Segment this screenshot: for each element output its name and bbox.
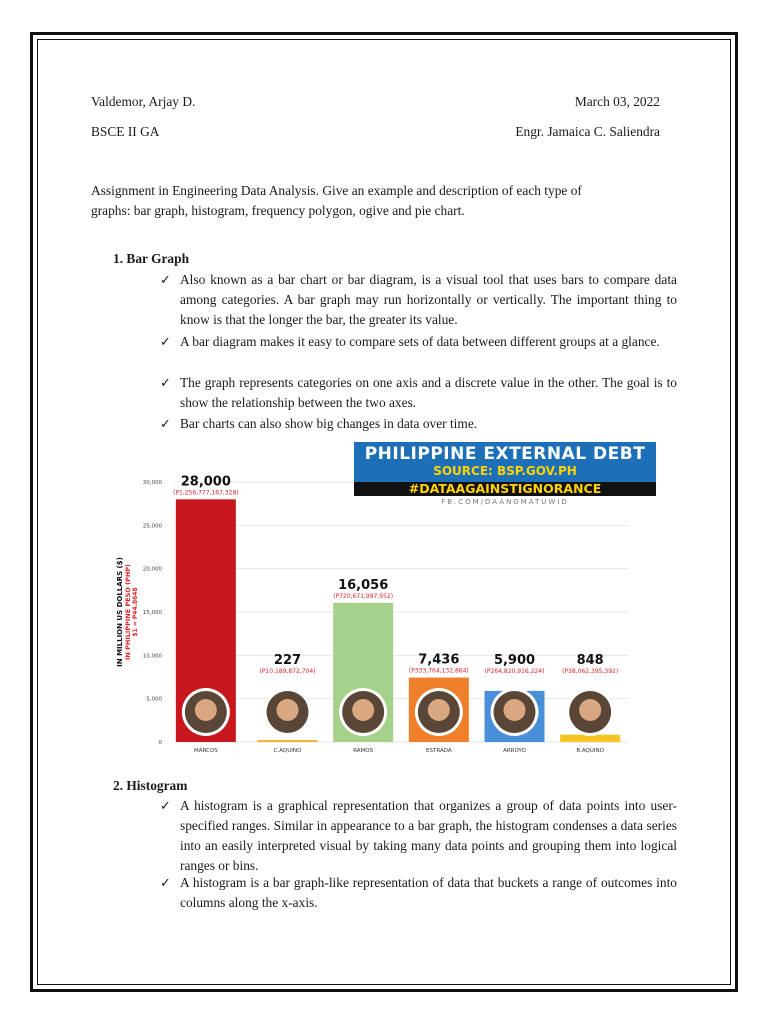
intro-line-2: graphs: bar graph, histogram, frequency polygon, ogive and pie chart. (91, 203, 465, 218)
external-debt-chart (112, 440, 658, 758)
bar-value-label: 16,056 (338, 577, 389, 593)
y-tick-label: 20,000 (142, 566, 162, 573)
chart-credit: FB.COM/DAANGMATUWID (441, 498, 569, 506)
bar-peso-label: (P1,256,777,167,328) (173, 489, 239, 497)
submission-date: March 03, 2022 (574, 94, 660, 109)
y-tick-label: 15,000 (142, 610, 162, 616)
intro-line-1: Assignment in Engineering Data Analysis. Give an example and description of each type of (91, 183, 582, 198)
checkmark-icon: ✓ (160, 375, 171, 390)
y-tick-label: 30,000 (142, 480, 162, 486)
checkmark-icon: ✓ (160, 416, 171, 431)
bar-peso-label: (P10,189,872,704) (259, 668, 316, 675)
chart-subtitle: SOURCE: BSP.GOV.PH (433, 464, 577, 478)
checkmark-icon: ✓ (160, 272, 171, 287)
x-tick-label: ARROYO (503, 748, 526, 754)
x-tick-label: ESTRADA (426, 748, 452, 754)
portrait-face (504, 699, 526, 721)
bar-c-aquino (258, 740, 318, 742)
bar-graph-bullet-3: The graph represents categories on one axis and a discrete value in the other. The goal is to show the relationship between the two axes. (180, 375, 677, 410)
course-section: BSCE II GA (91, 124, 160, 139)
x-tick-label: MARCOS (193, 748, 218, 754)
bar-graph-bullet-2: A bar diagram makes it easy to compare sets of data between different groups at a glance. (180, 334, 660, 349)
portrait-face (352, 699, 374, 721)
y-axis-label-peso: IN PHILIPPINE PESO (PHP) (124, 564, 132, 660)
y-tick-label: 0 (158, 740, 162, 746)
x-tick-label: C.AQUINO (273, 748, 302, 754)
x-tick-label: RAMOS (353, 748, 374, 754)
chart-hashtag: #DATAAGAINSTIGNORANCE (408, 481, 602, 496)
bar-value-label: 7,436 (418, 652, 460, 668)
y-tick-label: 5,000 (146, 696, 162, 703)
chart-banner (354, 442, 656, 506)
portrait-face (195, 699, 217, 721)
y-axis-label: IN MILLION US DOLLARS ($) (116, 557, 124, 667)
bar-peso-label: (P38,062,395,392) (562, 668, 619, 675)
bar-value-label: 28,000 (180, 474, 231, 490)
bar-value-label: 848 (576, 653, 604, 668)
histogram-bullet-1: A histogram is a graphical representation that organizes a group of data points into user-specified ranges. Similar in appearance to a bar graph, the histogram condenses a data series into an easily interpreted visual by taking many data points and grouping them into logical ranges or bins. (180, 798, 677, 873)
y-axis-label-rate: $1 = P44.8648 (132, 587, 139, 637)
section-heading-histogram: 2. Histogram (113, 778, 188, 793)
bar-graph-bullet-4: Bar charts can also show big changes in data over time. (180, 416, 478, 431)
y-tick-label: 25,000 (142, 523, 162, 530)
histogram-bullet-2: A histogram is a bar graph-like representation of data that buckets a range of outcomes into columns along the x-axis. (180, 875, 677, 910)
chart-title: PHILIPPINE EXTERNAL DEBT (364, 444, 646, 464)
portrait-face (579, 699, 601, 721)
student-name: Valdemor, Arjay D. (91, 94, 196, 109)
y-tick-label: 10,000 (142, 653, 162, 660)
checkmark-icon: ✓ (160, 798, 171, 813)
x-tick-label: B.AQUINO (576, 748, 604, 754)
portrait-face (428, 699, 450, 721)
checkmark-icon: ✓ (160, 875, 171, 890)
section-heading-bar-graph: 1. Bar Graph (113, 251, 190, 266)
bar-graph-bullet-1: Also known as a bar chart or bar diagram, is a visual tool that uses bars to compare data among categories. A bar graph may run horizontally or vertically. The important thing to know is that the longer the bar, the greater its value. (180, 272, 677, 327)
bar-value-label: 5,900 (493, 653, 536, 668)
instructor-name: Engr. Jamaica C. Saliendra (515, 124, 660, 139)
bar-peso-label: (P720,671,997,952) (333, 592, 394, 600)
bar-value-label: 227 (273, 653, 302, 668)
checkmark-icon: ✓ (160, 334, 171, 349)
bar-peso-label: (P333,764,132,864) (408, 667, 469, 675)
bar-peso-label: (P264,820,916,224) (484, 668, 545, 675)
portrait-face (277, 699, 299, 721)
